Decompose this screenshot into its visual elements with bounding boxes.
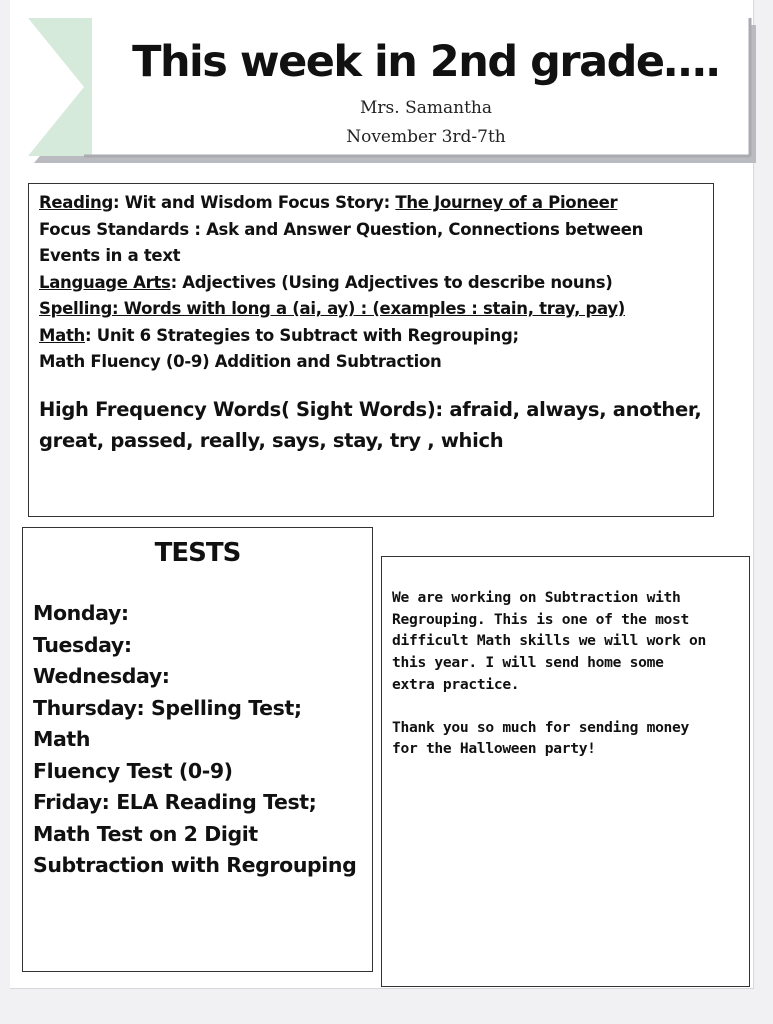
math-fluency-line: Math Fluency (0-9) Addition and Subtraction [39, 352, 442, 371]
spelling-line: Spelling: Words with long a (ai, ay) : (examples : stain, tray, pay) [39, 299, 626, 318]
reading-text: : Wit and Wisdom Focus Story: [112, 193, 396, 212]
note-paragraph-2 [392, 717, 739, 760]
tests-title: TESTS [154, 538, 241, 568]
tests-line: Tuesday: [33, 632, 132, 657]
reading-story: The Journey of a Pioneer [395, 193, 618, 212]
note-paragraph-1 [392, 587, 739, 696]
week-dates: November 3rd-7th [346, 127, 506, 147]
weekly-focus-box [28, 183, 714, 517]
page-title: This week in 2nd grade…. [132, 37, 720, 87]
tests-line: Fluency Test (0-9) [33, 758, 233, 783]
sight-words-line-1: High Frequency Words( Sight Words): afraid, always, another, [39, 397, 702, 421]
tests-line: Math Test on 2 Digit [33, 821, 258, 846]
tests-box [22, 527, 373, 972]
reading-label: Reading [39, 193, 113, 212]
note-line: Thank you so much for sending money [392, 718, 690, 736]
tests-line: Thursday: Spelling Test; Math [33, 695, 302, 751]
note-line: difficult Math skills we will work on [392, 632, 706, 650]
sight-words-line-2: great, passed, really, says, stay, try , which [39, 428, 504, 452]
math-text: : Unit 6 Strategies to Subtract with Regrouping; [85, 325, 519, 345]
newsletter-page [10, 0, 754, 989]
tests-line: Wednesday: [33, 664, 170, 688]
standards-line-2: Events in a text [39, 246, 181, 265]
math-label: Math [39, 325, 85, 345]
teacher-name: Mrs. Samantha [360, 98, 492, 118]
tests-line: Monday: [33, 601, 129, 625]
sight-words [39, 394, 703, 456]
tests-line: Friday: ELA Reading Test; [33, 790, 317, 814]
standards-line-1: Focus Standards : Ask and Answer Question, Connections between [39, 219, 644, 239]
teacher-note-box [381, 556, 750, 987]
header-banner [28, 14, 760, 164]
language-text: : Adjectives (Using Adjectives to describe nouns) [170, 272, 613, 292]
note-line: Regrouping. This is one of the most [392, 610, 690, 628]
note-line: for the Halloween party! [392, 740, 596, 758]
note-line: this year. I will send home some [392, 654, 664, 672]
math-line [39, 323, 703, 350]
tests-line: Subtraction with Regrouping [33, 853, 357, 877]
language-arts-line [39, 270, 703, 297]
note-line: extra practice. [392, 675, 520, 693]
language-label: Language Arts [39, 272, 171, 292]
reading-line [39, 190, 703, 217]
note-line: We are working on Subtraction with [392, 589, 681, 606]
